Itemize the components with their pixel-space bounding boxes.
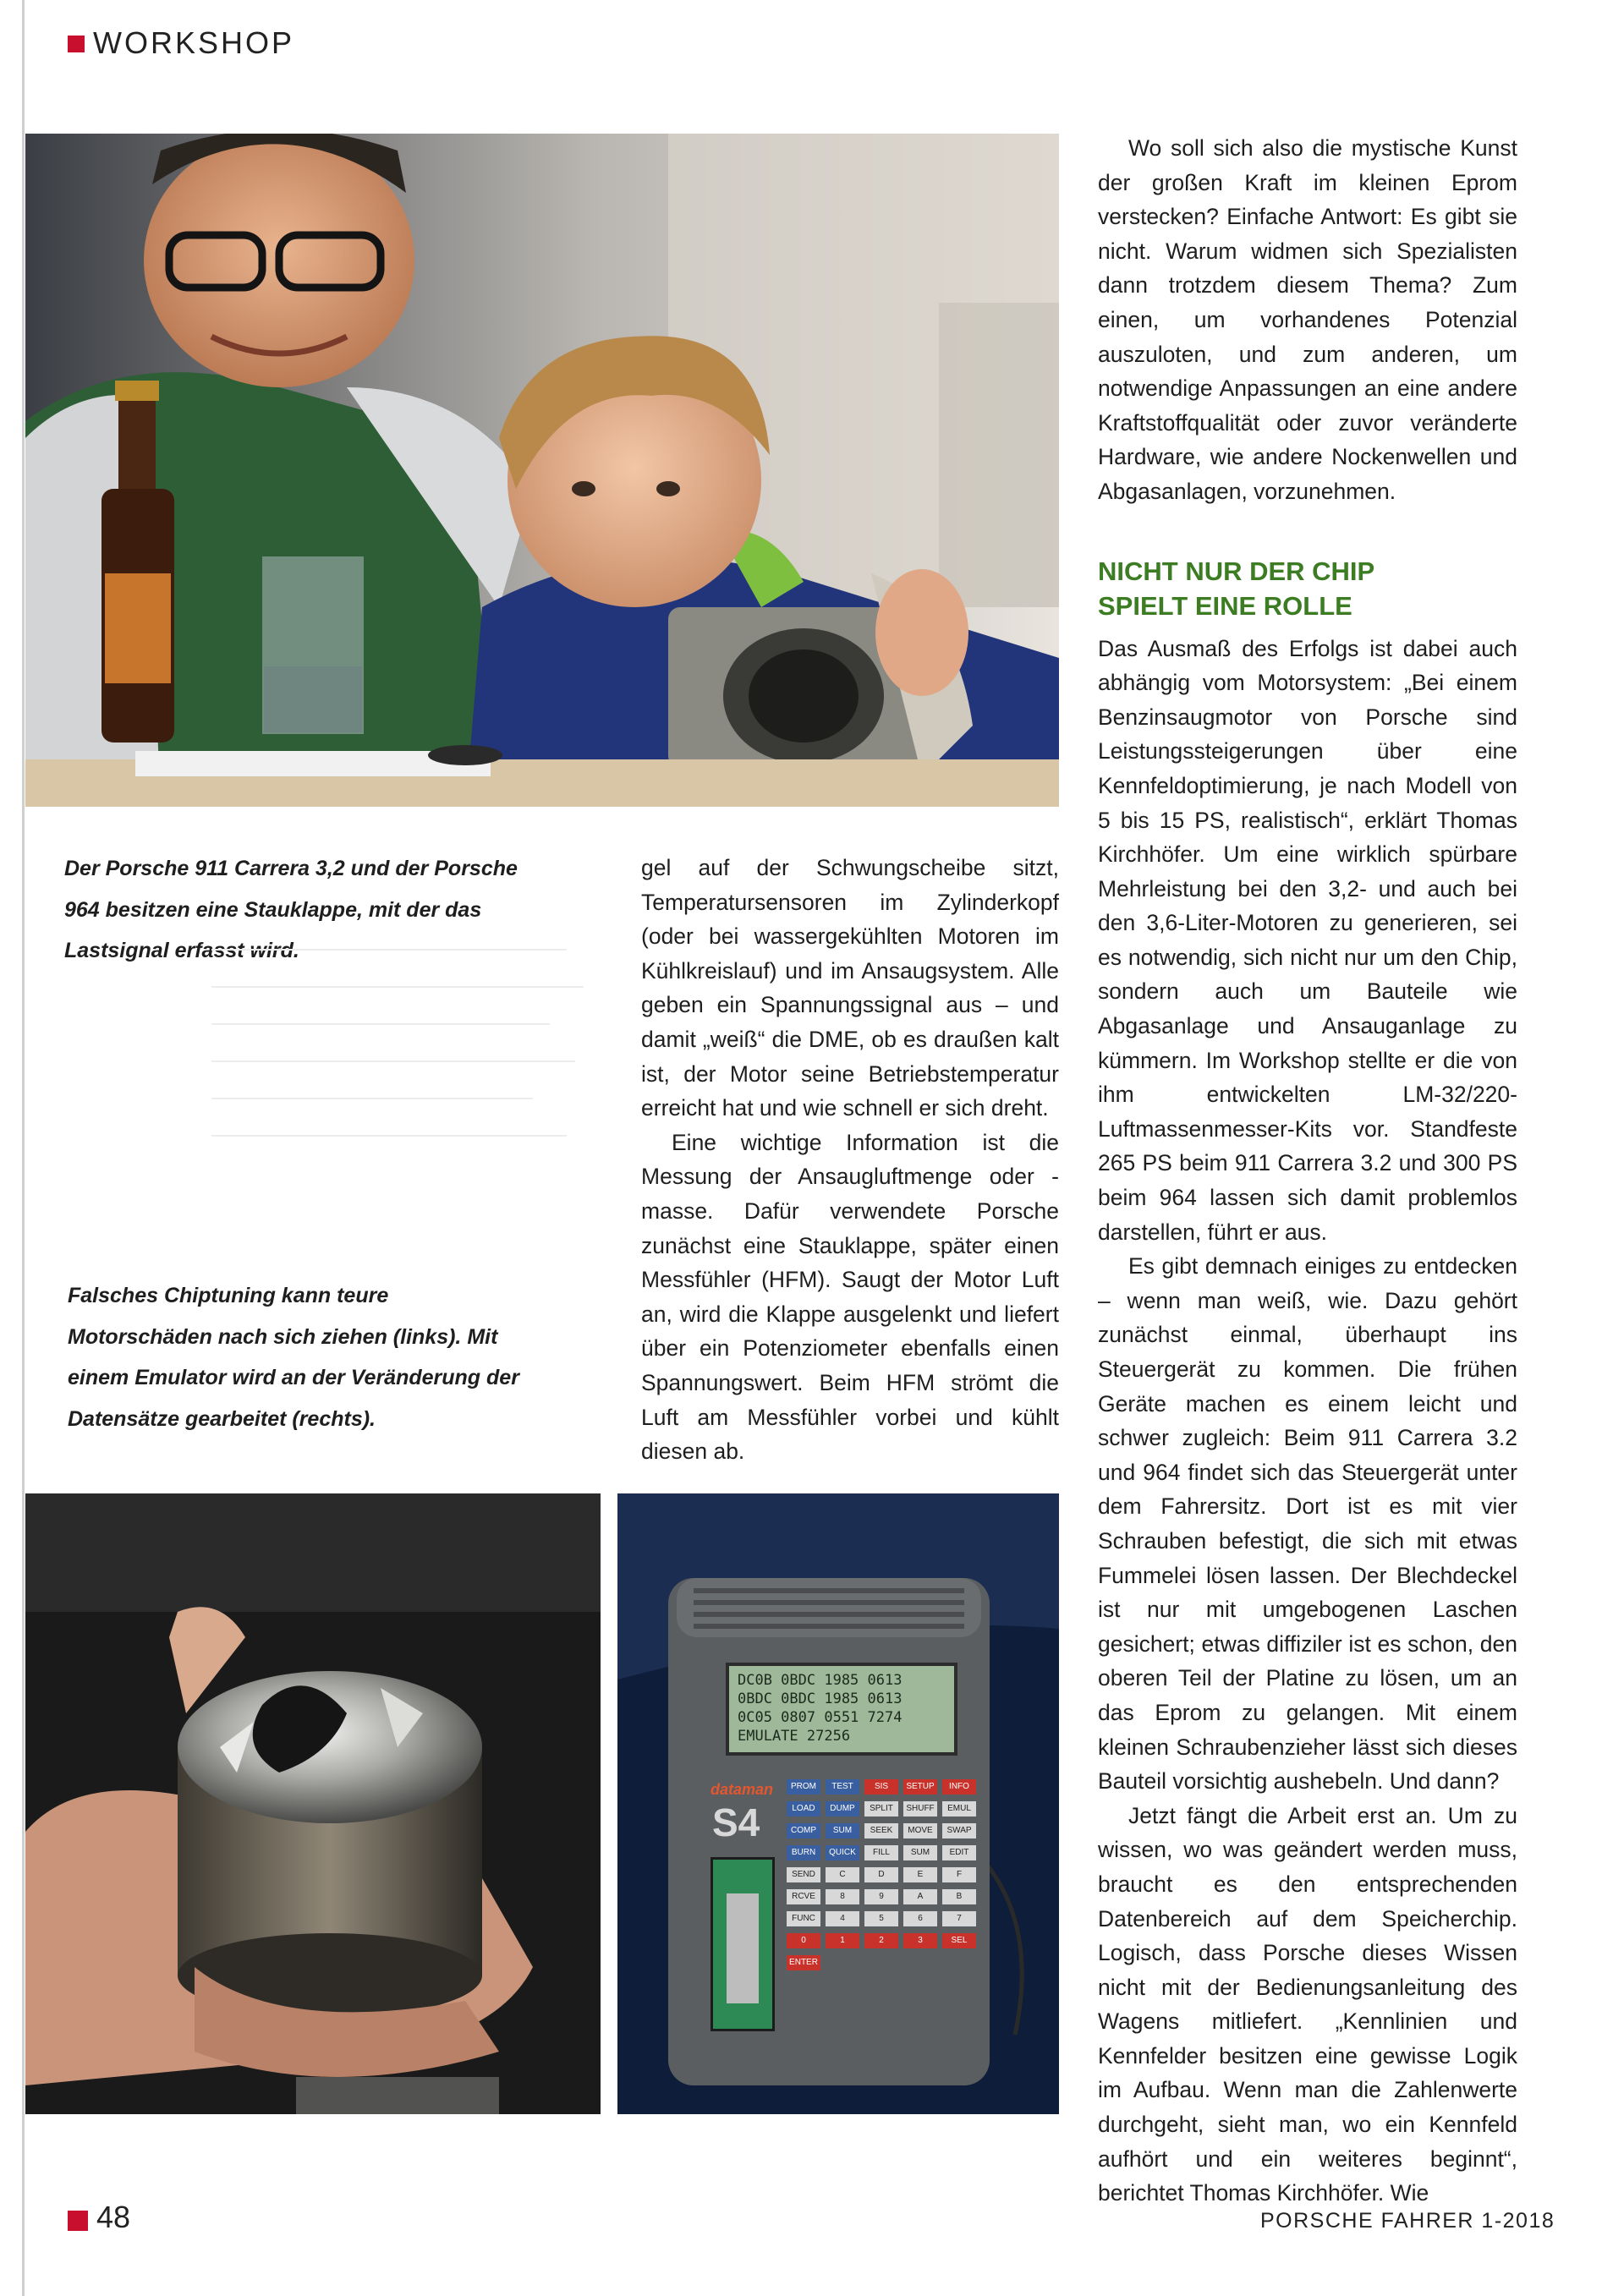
emulator-key: SEND <box>787 1867 820 1882</box>
emulator-key: MOVE <box>903 1823 937 1838</box>
emulator-key: RCVE <box>787 1889 820 1904</box>
page-edge-rule <box>22 0 25 2296</box>
emulator-key: SUM <box>826 1823 859 1838</box>
emulator-key: 7 <box>942 1911 976 1926</box>
right-paragraph: Das Ausmaß des Erfolgs ist dabei auch abhängig vom Motorsystem: „Bei einem Benzinsaugmotor von Porsche sind Leistungssteigerungen über eine Kennfeldoptimierung, je nach Modell von 5 bis 15 PS, realistisch“, erklärt Thomas Kirchhöfer. Um eine wirklich spürbare Mehrleistung bei den 3,2- und auch bei den 3,6-Liter-Motoren zu generieren, sei es notwendig, sich nicht nur um den Chip, sondern auch um Bauteile wie Abgasanlage und Ansauganlage zu kümmern. Im Workshop stellte er die von ihm entwickelten LM-32/220-Luftmassenmesser-Kits vor. Standfeste 265 PS beim 911 Carrera 3.2 und 300 PS beim 964 lassen sich damit problemlos darstellen, führt er aus. <box>1098 635 1517 1245</box>
emulator-key: SETUP <box>903 1779 937 1795</box>
emulator-key: ENTER <box>787 1955 820 1970</box>
emulator-key: A <box>903 1889 937 1904</box>
page-number: 48 <box>96 2200 131 2234</box>
emulator-key: SHUFF <box>903 1801 937 1817</box>
section-marker <box>68 36 85 52</box>
emulator-lcd: DC0B 0BDC 1985 0613 0BDC 0BDC 1985 0613 0C05 0807 0551 7274 EMULATE 27256 <box>726 1663 957 1756</box>
emulator-keypad <box>787 1779 981 1970</box>
emulator-key: DUMP <box>826 1801 859 1817</box>
emulator-key: EDIT <box>942 1845 976 1860</box>
emulator-key: 1 <box>826 1933 859 1948</box>
middle-column <box>641 851 1059 1469</box>
subhead-line-2: SPIELT EINE ROLLE <box>1098 590 1352 621</box>
photo-emulator <box>617 1493 1059 2114</box>
folio-marker <box>68 2211 88 2231</box>
emulator-key: INFO <box>942 1779 976 1795</box>
emulator-key: SIS <box>864 1779 898 1795</box>
middle-paragraph: Eine wichtige Information ist die Messung der Ansaugluftmenge oder -masse. Dafür verwendete Porsche zunächst eine Stauklappe, später einen Messfühler (HFM). Saugt der Motor Luft an, wird die Klappe ausgelenkt und liefert über ein Potenziometer ebenfalls einen Spannungswert. Beim HFM strömt die Luft am Messfühler vorbei und kühlt diesen ab. <box>641 1129 1059 1465</box>
emulator-key: SPLIT <box>864 1801 898 1817</box>
emulator-key: 6 <box>903 1911 937 1926</box>
right-column <box>1098 131 1517 2211</box>
emulator-key: SEEK <box>864 1823 898 1838</box>
emulator-key: F <box>942 1867 976 1882</box>
show-through-text <box>211 922 592 1145</box>
middle-paragraph: gel auf der Schwungscheibe sitzt, Temperatursensoren im Zylinderkopf (oder bei wassergekühlten Motoren im Kühlkreislauf) und im Ansaugsystem. Alle geben ein Spannungssignal aus – und damit „weiß“ die DME, ob es draußen kalt ist, der Motor seine Betriebstemperatur erreicht hat und wie schnell er sich dreht. <box>641 855 1059 1121</box>
right-paragraph: Es gibt demnach einiges zu entdecken – wenn man weiß, wie. Dazu gehört zunächst einmal, überhaupt ins Steuergerät zu kommen. Die frühen Geräte machen es einem leicht und schwer zugleich: Beim 911 Carrera 3.2 und 964 findet sich das Steuergerät unter dem Fahrersitz. Dort ist es mit vier Schrauben befestigt, die sich mit etwas Fummelei lösen lassen. Der Blechdeckel ist nur mit umgebogenen Laschen gesichert; etwas diffiziler ist es schon, den oberen Teil der Platine zu lösen, um an das Eprom zu gelangen. Mit einem kleinen Schraubenzieher lässt sich dieses Bauteil vorsichtig aushebeln. Und dann? <box>1098 1253 1517 1795</box>
emulator-key: 4 <box>826 1911 859 1926</box>
emulator-key: TEST <box>826 1779 859 1795</box>
emulator-key: B <box>942 1889 976 1904</box>
emulator-key: LOAD <box>787 1801 820 1817</box>
emulator-key: 8 <box>826 1889 859 1904</box>
emulator-model: S4 <box>712 1800 760 1844</box>
emulator-key: COMP <box>787 1823 820 1838</box>
right-paragraph: Jetzt fängt die Arbeit erst an. Um zu wissen, wo was geändert werden muss, braucht es den entsprechenden Datenbereich auf dem Speicherchip. Logisch, dass Porsche dieses Wissen nicht mit der Bedienungsanleitung des Wagens mitliefert. „Kennlinien und Kennfelder besitzen eine gewisse Logik im Aufbau. Wenn man die Zahlenwerte durchgeht, sieht man, wo ein Kennfeld aufhört und ein weiteres beginnt“, berichtet Thomas Kirchhöfer. Wie <box>1098 1802 1517 2206</box>
emulator-key: 3 <box>903 1933 937 1948</box>
emulator-brand: dataman <box>710 1781 774 1798</box>
subhead-line-1: NICHT NUR DER CHIP <box>1098 556 1375 586</box>
caption-bottom: Falsches Chiptuning kann teure Motorschäden nach sich ziehen (links). Mit einem Emulator wird an der Veränderung der Datensätze gearbeitet (rechts). <box>68 1284 519 1431</box>
emulator-key: SEL <box>942 1933 976 1948</box>
section-label: WORKSHOP <box>93 25 295 60</box>
photo-father-son <box>25 134 1059 807</box>
emulator-key: FUNC <box>787 1911 820 1926</box>
photo-father-son-illustration <box>25 134 1059 807</box>
subhead <box>1098 554 1517 623</box>
emulator-key: PROM <box>787 1779 820 1795</box>
emulator-key: D <box>864 1867 898 1882</box>
emulator-key: 9 <box>864 1889 898 1904</box>
photo-damaged-piston <box>25 1493 601 2114</box>
right-intro-paragraph: Wo soll sich also die mystische Kunst der großen Kraft im kleinen Eprom verstecken? Einfache Antwort: Es gibt sie nicht. Warum widmen sich Spezialisten dann trotzdem diesem Thema? Zum einen, um vorhandenes Potenzial auszuloten, und zum anderen, um notwendige Anpassungen an eine andere Kraftstoffqualität oder zuvor veränderte Hardware, wie andere Nockenwellen und Abgasanlagen, vorzunehmen. <box>1098 135 1517 504</box>
emulator-key: E <box>903 1867 937 1882</box>
emulator-key: BURN <box>787 1845 820 1860</box>
zif-socket <box>710 1857 775 2031</box>
emulator-key: EMUL <box>942 1801 976 1817</box>
emulator-key: SUM <box>903 1845 937 1860</box>
emulator-key: 0 <box>787 1933 820 1948</box>
emulator-key: 2 <box>864 1933 898 1948</box>
publication-footer: PORSCHE FAHRER 1-2018 <box>1260 2209 1555 2233</box>
piston-illustration <box>25 1493 601 2114</box>
emulator-key: SWAP <box>942 1823 976 1838</box>
emulator-key: QUICK <box>826 1845 859 1860</box>
caption-top: Der Porsche 911 Carrera 3,2 und der Porsche 964 besitzen eine Stauklappe, mit der das Lastsignal erfasst wird. <box>64 857 518 962</box>
emulator-key: FILL <box>864 1845 898 1860</box>
emulator-key: 5 <box>864 1911 898 1926</box>
emulator-key: C <box>826 1867 859 1882</box>
